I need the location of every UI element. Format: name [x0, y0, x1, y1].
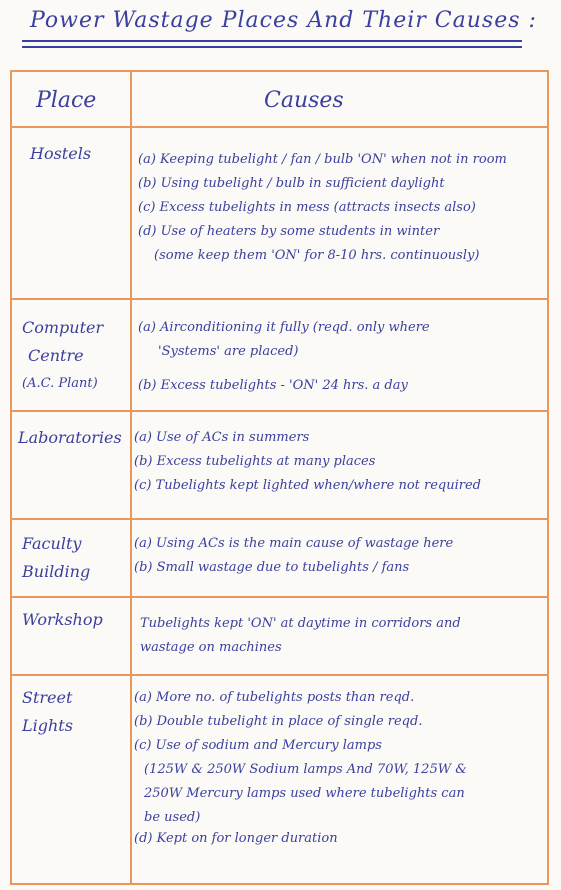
row-divider [10, 518, 549, 520]
cause-line: (d) Use of heaters by some students in winter [138, 224, 440, 239]
cause-line: (c) Tubelights kept lighted when/where not required [134, 478, 482, 493]
cause-line: (b) Double tubelight in place of single reqd. [134, 714, 423, 729]
header-causes: Causes [264, 88, 344, 113]
row-causes-hostels [138, 148, 507, 268]
header-place: Place [36, 88, 97, 113]
place-label: (A.C. Plant) [22, 376, 98, 391]
row-divider [10, 596, 549, 598]
cause-line: (a) Keeping tubelight / fan / bulb 'ON' when not in room [138, 152, 507, 167]
place-label: Lights [22, 716, 73, 735]
cause-line: (125W & 250W Sodium lamps And 70W, 125W & [144, 762, 467, 777]
row-causes-laboratories [134, 426, 481, 498]
place-label: Centre [28, 346, 84, 365]
place-label: Hostels [30, 144, 92, 163]
row-causes-street-lights [134, 686, 467, 848]
place-label: Computer [22, 318, 104, 337]
row-divider [10, 410, 549, 412]
cause-line: (a) Airconditioning it fully (reqd. only where [138, 320, 430, 335]
title-underline [22, 46, 522, 48]
place-label: Street [22, 688, 73, 707]
row-causes-computer-centre [138, 316, 430, 398]
cause-line: wastage on machines [140, 640, 282, 655]
cause-line: (c) Use of sodium and Mercury lamps [134, 738, 382, 753]
cause-line: (d) Kept on for longer duration [134, 831, 338, 846]
cause-line: be used) [144, 810, 201, 825]
cause-line: (some keep them 'ON' for 8-10 hrs. continuously) [154, 248, 480, 263]
cause-line: 'Systems' are placed) [158, 344, 299, 359]
row-place-computer-centre [22, 314, 103, 398]
column-divider [130, 70, 132, 885]
cause-line: (b) Small wastage due to tubelights / fans [134, 560, 410, 575]
cause-line: (a) More no. of tubelights posts than reqd. [134, 690, 415, 705]
row-place-workshop [22, 606, 103, 634]
row-causes-workshop [140, 612, 461, 660]
row-divider [10, 298, 549, 300]
cause-line: (c) Excess tubelights in mess (attracts insects also) [138, 200, 476, 215]
place-label: Laboratories [18, 428, 122, 447]
cause-line: (a) Use of ACs in summers [134, 430, 310, 445]
cause-line: (b) Excess tubelights at many places [134, 454, 376, 469]
page-title: Power Wastage Places And Their Causes : [30, 8, 537, 33]
cause-line: 250W Mercury lamps used where tubelights can [144, 786, 465, 801]
place-label: Building [22, 562, 91, 581]
cause-line: (b) Excess tubelights - 'ON' 24 hrs. a day [138, 378, 408, 393]
row-divider [10, 674, 549, 676]
row-causes-faculty-building [134, 532, 453, 580]
cause-line: (a) Using ACs is the main cause of wastage here [134, 536, 454, 551]
cause-line: (b) Using tubelight / bulb in sufficient daylight [138, 176, 445, 191]
place-label: Workshop [22, 610, 103, 629]
place-label: Faculty [22, 534, 82, 553]
header-divider [10, 126, 549, 128]
row-place-hostels [30, 140, 91, 168]
cause-line: Tubelights kept 'ON' at daytime in corridors and [140, 616, 461, 631]
row-place-faculty-building [22, 530, 90, 586]
title-underline [22, 40, 522, 42]
row-place-street-lights [22, 684, 73, 740]
row-place-laboratories [18, 424, 122, 452]
